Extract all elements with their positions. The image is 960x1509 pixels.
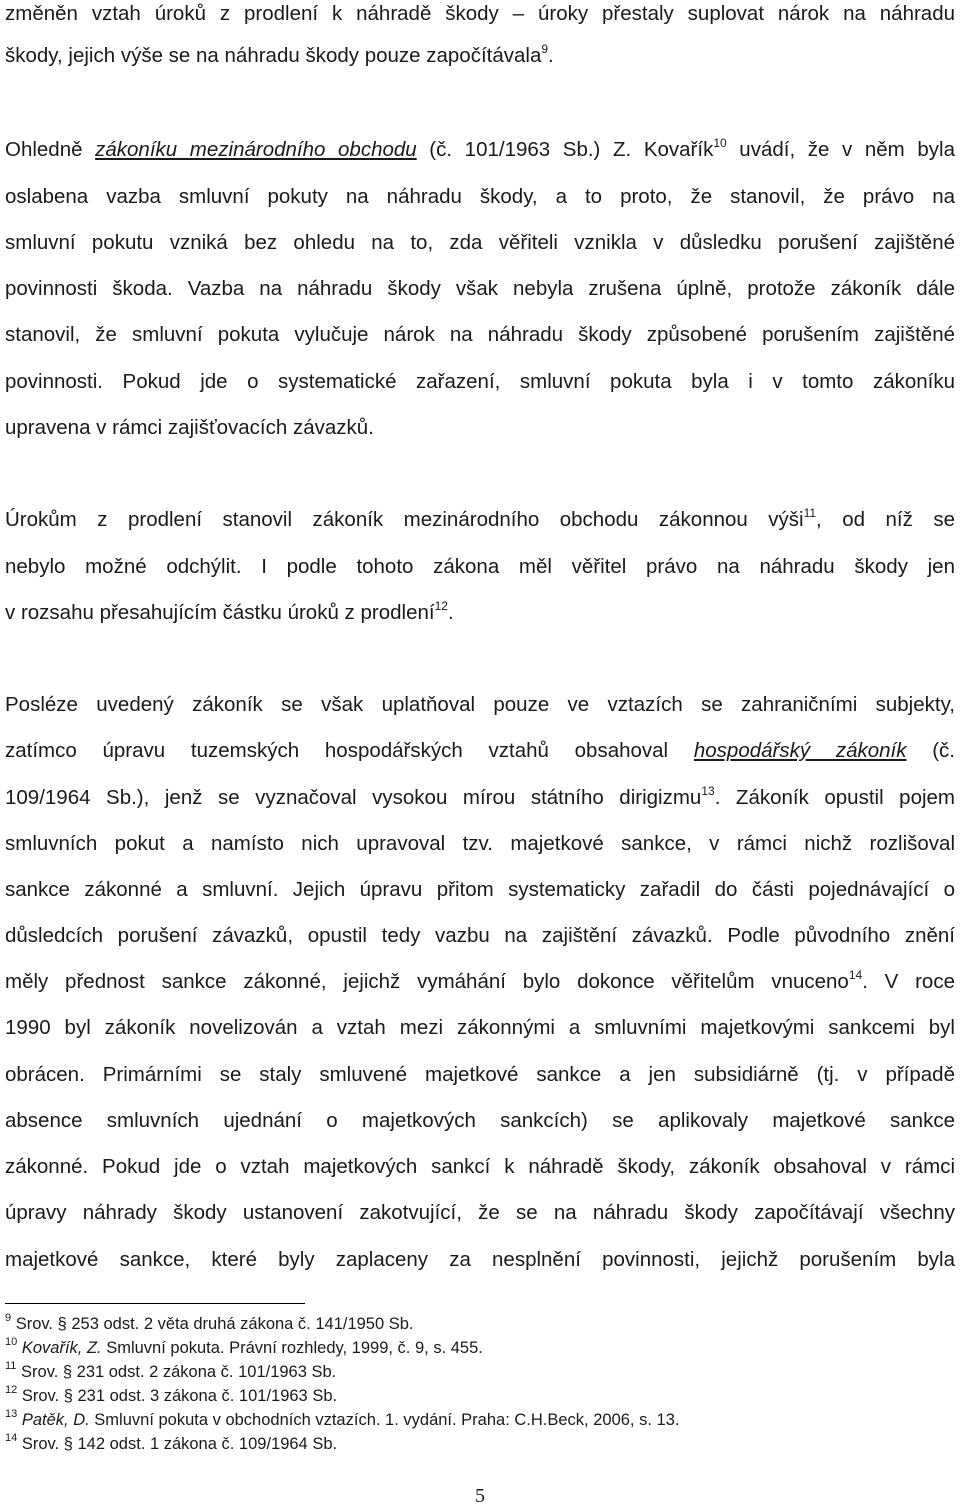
footnote [5,1362,955,1382]
text-run: Ohledně [5,138,96,161]
paragraph-line [5,599,955,627]
text-run: . [548,44,554,67]
text-run: 109/1964 Sb.), jenž se vyznačoval vysokou mírou státního dirigizmu [5,786,702,809]
text-run: škody, jejich výše se na náhradu škody pouze započítávala [5,44,542,67]
text-run: . [447,601,454,624]
footnote-text: Srov. § 231 odst. 2 zákona č. 101/1963 Sb. [21,1363,337,1381]
paragraph-line [5,968,955,996]
text-run: (č. [906,739,955,762]
footnote-number: 14 [5,1432,18,1444]
footnote-number: 9 [5,1312,12,1324]
paragraph-line: Posléze uvedený zákoník se však uplatňoval pouze ve vztazích se zahraničními subjekty, [5,693,955,716]
paragraph-line [5,506,955,534]
footnote [5,1386,955,1406]
text-run: , od níž se [816,508,955,531]
footnote-text: Smluvní pokuta. Právní rozhledy, 1999, č. 9, s. 455. [101,1339,483,1357]
paragraph-line: obrácen. Primárními se staly smluvené majetkové sankce a jen subsidiárně (tj. v případě [5,1063,955,1086]
paragraph-line [5,784,955,812]
paragraph-line: stanovil, že smluvní pokuta vylučuje nárok na náhradu škody způsobené porušením zajištěné [5,323,955,346]
footnote-number: 13 [5,1408,18,1420]
text-run: (č. 101/1963 Sb.) Z. Kovařík [416,138,714,161]
footnote-ref[interactable]: 13 [701,784,715,798]
text-run: . V roce [862,970,955,993]
paragraph-line: smluvní pokutu vzniká bez ohledu na to, zda věřiteli vznikla v důsledku porušení zajištěné [5,231,955,254]
paragraph-line: absence smluvních ujednání o majetkových sankcích) se aplikovaly majetkové sankce [5,1109,955,1132]
paragraph-line: povinnosti škoda. Vazba na náhradu škody však nebyla zrušena úplně, protože zákoník dále [5,277,955,300]
paragraph-line: upravena v rámci zajišťovacích závazků. [5,416,374,439]
text-run: . Zákoník opustil pojem [714,786,956,809]
footnote-ref[interactable]: 14 [848,968,863,982]
footnote-number: 12 [5,1384,18,1396]
paragraph-line [5,737,955,765]
footnote [5,1338,955,1358]
page-number: 5 [475,1485,485,1507]
footnote-separator [5,1303,305,1304]
footnote [5,1410,955,1430]
link-hospodarsky-zakonik[interactable]: hospodářský zákoník [693,739,907,762]
text-run: zatímco úpravu tuzemských hospodářských vztahů obsahoval [5,739,694,762]
paragraph-line: 1990 byl zákoník novelizován a vztah mezi zákonnými a smluvními majetkovými sankcemi byl [5,1016,955,1039]
footnote-text: Srov. § 253 odst. 2 věta druhá zákona č. 141/1950 Sb. [15,1315,414,1333]
paragraph-line: důsledcích porušení závazků, opustil tedy vazbu na zajištění závazků. Podle původního znění [5,924,955,947]
text-run: v rozsahu přesahujícím částku úroků z prodlení [5,601,435,624]
paragraph-line: nebylo možné odchýlit. I podle tohoto zákona měl věřitel právo na náhradu škody jen [5,555,955,578]
text-run: uvádí, že v něm byla [726,138,955,161]
footnote [5,1434,955,1454]
paragraph-line: povinnosti. Pokud jde o systematické zařazení, smluvní pokuta byla i v tomto zákoníku [5,370,955,393]
paragraph-line [5,42,955,70]
paragraph-line [5,136,955,164]
footnote-ref[interactable]: 12 [434,599,448,613]
footnote-text: Srov. § 231 odst. 3 zákona č. 101/1963 Sb. [21,1387,338,1405]
text-run: Úrokům z prodlení stanovil zákoník mezinárodního obchodu zákonnou výši [5,508,804,531]
paragraph-line: oslabena vazba smluvní pokuty na náhradu škody, a to proto, že stanovil, že právo na [5,185,955,208]
footnote-number: 11 [5,1360,17,1372]
footnote-number: 10 [5,1336,18,1348]
footnote [5,1314,955,1334]
footnote-text: Srov. § 142 odst. 1 zákona č. 109/1964 Sb. [21,1435,338,1453]
paragraph-line: majetkové sankce, které byly zaplaceny za nesplnění povinnosti, jejichž porušením byla [5,1248,955,1271]
footnote-author: Kovařík, Z. [21,1339,102,1357]
paragraph-line: změněn vztah úroků z prodlení k náhradě škody – úroky přestaly suplovat nárok na náhradu [5,2,955,25]
paragraph-line: sankce zákonné a smluvní. Jejich úpravu přitom systematicky zařadil do části pojednávající o [5,878,955,901]
paragraph-line: smluvních pokut a namísto nich upravoval tzv. majetkové sankce, v rámci nichž rozlišoval [5,832,955,855]
paragraph-line: úpravy náhrady škody ustanovení zakotvující, že se na náhradu škody započítávají všechny [5,1201,955,1224]
text-run: měly přednost sankce zákonné, jejichž vymáhání bylo dokonce věřitelům vnuceno [5,970,849,993]
footnote-ref[interactable]: 11 [803,506,817,520]
footnote-ref[interactable]: 9 [541,42,549,56]
footnote-author: Patěk, D. [21,1411,90,1429]
paragraph-line: zákonné. Pokud jde o vztah majetkových sankcí k náhradě škody, zákoník obsahoval v rámci [5,1155,955,1178]
link-zakonik-mezinarodniho-obchodu[interactable]: zákoníku mezinárodního obchodu [95,138,417,161]
footnote-text: Smluvní pokuta v obchodních vztazích. 1. vydání. Praha: C.H.Beck, 2006, s. 13. [89,1411,680,1429]
footnote-ref[interactable]: 10 [713,136,727,150]
